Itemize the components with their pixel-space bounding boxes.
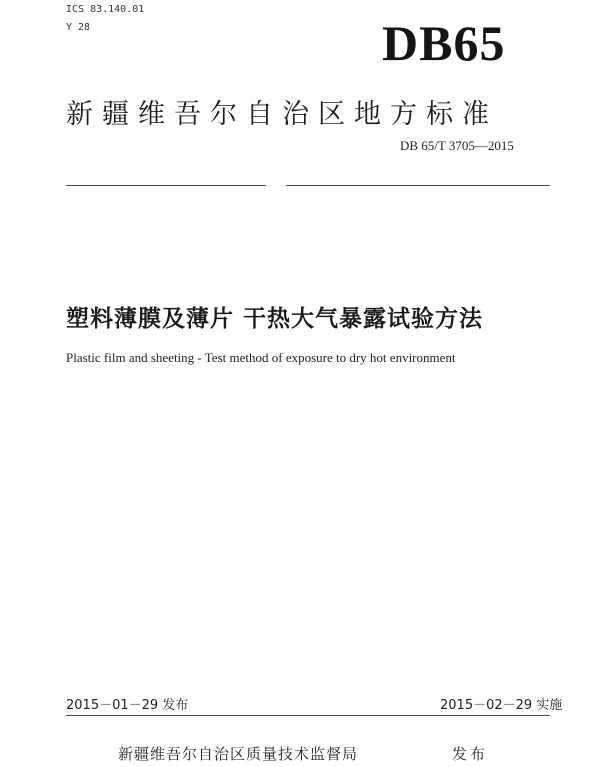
- publisher-name: 新疆维吾尔自治区质量技术监督局: [118, 745, 359, 763]
- publish-label: 发布: [452, 745, 489, 763]
- standard-type-title: 新疆维吾尔自治区地方标准: [66, 99, 498, 130]
- standard-code-mark: DB65: [382, 15, 506, 71]
- ics-code: ICS 83.140.01: [66, 4, 145, 15]
- implementation-date: 2015－02－29 实施: [440, 698, 563, 713]
- document-title-english: Plastic film and sheeting - Test method of exposure to dry hot environment: [66, 350, 456, 365]
- footer-divider: [66, 715, 550, 716]
- header-divider-right: [286, 185, 550, 186]
- issue-date: 2015－01－29 发布: [66, 698, 189, 713]
- standard-number: DB 65/T 3705—2015: [400, 138, 514, 153]
- classification-code: Y 28: [66, 22, 91, 33]
- document-title-chinese: 塑料薄膜及薄片 干热大气暴露试验方法: [66, 306, 484, 332]
- header-divider-left: [66, 185, 266, 186]
